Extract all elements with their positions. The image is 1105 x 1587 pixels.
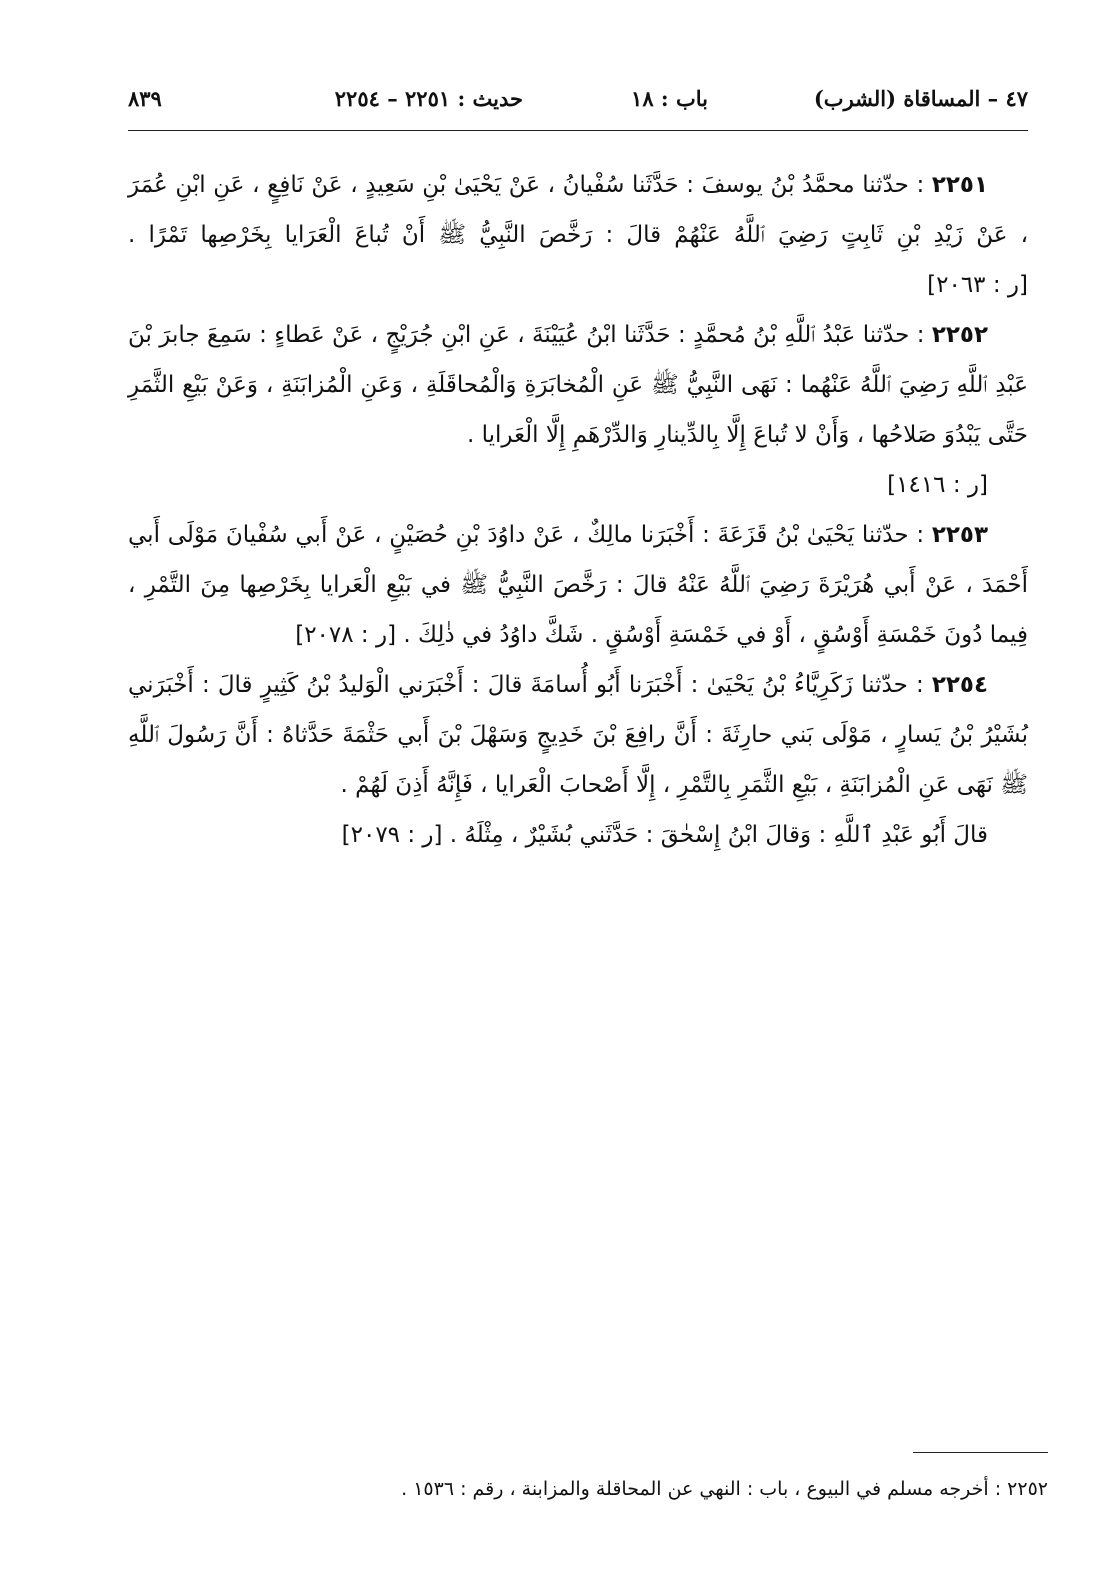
- hadith-number: ٢٢٥٣: [931, 522, 988, 548]
- page-number: ٨٣٩: [128, 86, 162, 111]
- cross-reference: [ر : ١٤١٦]: [887, 472, 988, 498]
- hadith-text: : حدّثنا محمَّدُ بْنُ يوسفَ : حَدَّثَنا سُفْيانُ ، عَنْ يَحْيَىٰ بْنِ سَعِيدٍ ، عَنْ نَافِعٍ ، عَنِ ابْنِ عُمَرَ ، عَنْ زَيْدِ بْنِ ثَابِتٍ رَضِيَ ٱللَّهُ عَنْهُمْ قالَ : رَخَّصَ النَّبِيُّ ﷺ أَنْ تُباعَ الْعَرَايا بِخَرْصِها تَمْرًا .: [128, 172, 1028, 248]
- hadith-number: ٢٢٥٢: [931, 322, 988, 348]
- hadith-text: : حدّثنا يَحْيَىٰ بْنُ قَزَعَةَ : أَخْبَرَنا مالِكٌ ، عَنْ داوُدَ بْنِ حُصَيْنٍ ، عَنْ أَبي سُفْيانَ مَوْلَى أَبي أَحْمَدَ ، عَنْ أَبي هُرَيْرَةَ رَضِيَ ٱللَّهُ عَنْهُ قالَ : رَخَّصَ النَّبِيُّ ﷺ في بَيْعِ الْعَرايا بِخَرْصِها مِنَ التَّمْرِ ، فِيما دُونَ خَمْسَةِ أَوْسُقٍ ، أَوْ في خَمْسَةِ أَوْسُقٍ . شَكَّ داوُدُ في ذٰلِكَ .: [128, 522, 1028, 648]
- running-header: [128, 80, 1028, 120]
- main-text: [128, 160, 1028, 860]
- hadith-2252: [128, 310, 1028, 460]
- hadith-2254: [128, 660, 1028, 810]
- closing-text: قالَ أَبُو عَبْدِ ٱللَّهِ : وَقالَ ابْنُ إِسْحٰقَ : حَدَّثَني بُشَيْرٌ ، مِثْلَهُ .: [442, 822, 988, 848]
- hadith-number: ٢٢٥١: [931, 172, 988, 198]
- bab-number: باب : ١٨: [631, 86, 708, 111]
- hadith-range: حديث : ٢٢٥١ – ٢٢٥٤: [334, 86, 523, 111]
- hadith-text: : حدّثنا زَكَرِيَّاءُ بْنُ يَحْيَىٰ : أَخْبَرَنا أَبُو أُسامَةَ قالَ : أَخْبَرَني الْوَليدُ بْنُ كَثِيرٍ قالَ : أَخْبَرَني بُشَيْرُ بْنُ يَسارٍ ، مَوْلَى بَني حارِثَةَ : أَنَّ رافِعَ بْنَ خَدِيجٍ وَسَهْلَ بْنَ أَبي حَثْمَةَ حَدَّثاهُ : أَنَّ رَسُولَ ٱللَّهِ ﷺ نَهَى عَنِ الْمُزابَنَةِ ، بَيْعِ الثَّمَرِ بِالتَّمْرِ ، إِلَّا أَصْحابَ الْعَرايا ، فَإِنَّهُ أَذِنَ لَهُمْ .: [128, 672, 1028, 798]
- footnote: ٢٢٥٢ : أخرجه مسلم في البيوع ، باب : النهي عن المحاقلة والمزابنة ، رقم : ١٥٣٦ .: [401, 1478, 1048, 1500]
- cross-reference: [ر : ٢٠٧٨]: [295, 622, 397, 648]
- footnote-rule: [913, 1452, 1048, 1453]
- hadith-2252-reference-line: [128, 460, 1028, 510]
- hadith-number: ٢٢٥٤: [931, 672, 988, 698]
- chapter-title: ٤٧ – المساقاة (الشرب): [813, 86, 1028, 111]
- closing-note: [128, 810, 1028, 860]
- hadith-2251: [128, 160, 1028, 310]
- hadith-2253: [128, 510, 1028, 660]
- hadith-text: : حدّثنا عَبْدُ ٱللَّهِ بْنُ مُحمَّدٍ : حَدَّثَنا ابْنُ عُيَيْنَةَ ، عَنِ ابْنِ جُرَيْجٍ ، عَنْ عَطاءٍ : سَمِعَ جابرَ بْنَ عَبْدِ ٱللَّهِ رَضِيَ ٱللَّهُ عَنْهُما : نَهَى النَّبِيُّ ﷺ عَنِ الْمُخابَرَةِ وَالْمُحاقَلَةِ ، وَعَنِ الْمُزابَنَةِ ، وَعَنْ بَيْعِ الثَّمَرِ حَتَّى يَبْدُوَ صَلاحُها ، وَأَنْ لا تُباعَ إِلَّا بِالدِّينارِ وَالدِّرْهَمِ إِلَّا الْعَرايا .: [128, 322, 1028, 448]
- cross-reference: [ر : ٢٠٧٩]: [341, 822, 443, 848]
- cross-reference: [ر : ٢٠٦٣]: [927, 272, 1028, 298]
- header-rule: [128, 130, 1028, 131]
